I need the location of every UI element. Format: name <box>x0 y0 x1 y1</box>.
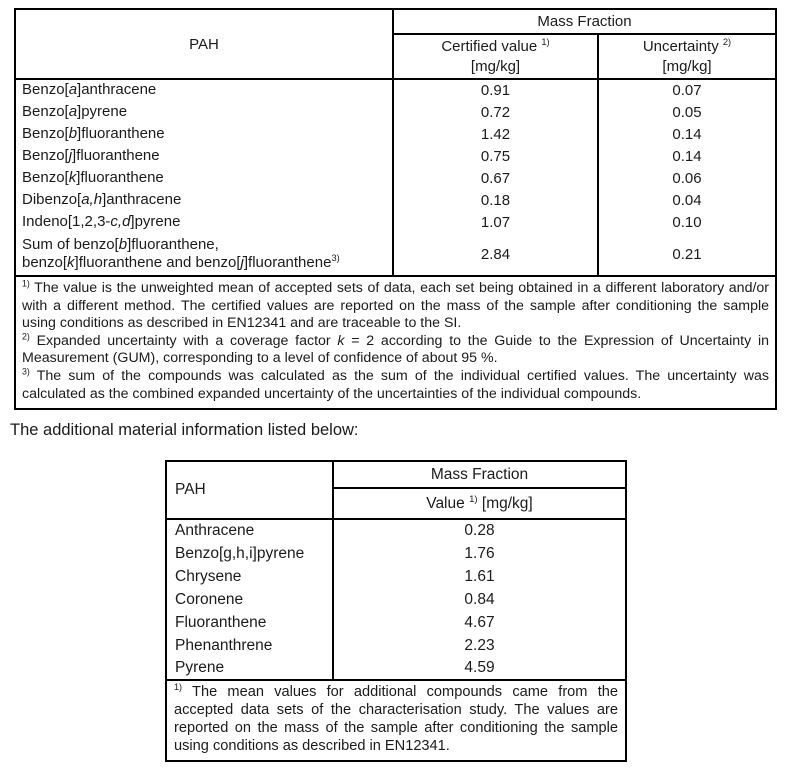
pah-name-cell: Benzo[a]pyrene <box>15 101 393 123</box>
table-row <box>15 167 776 189</box>
pah-name-cell: Benzo[a]anthracene <box>15 79 393 101</box>
pah-name-cell: Anthracene <box>166 519 333 542</box>
certified-value-cell: 0.75 <box>393 145 598 167</box>
pah-name-cell: Pyrene <box>166 657 333 680</box>
pah-column-header: PAH <box>166 461 333 519</box>
table-footnotes <box>15 276 776 409</box>
pah-name-cell: Coronene <box>166 588 333 611</box>
certified-value-column-header: Certified value $^{1)}$ [mg/kg] <box>393 34 598 79</box>
value-cell: 4.67 <box>333 611 626 634</box>
pah-name-cell: Phenanthrene <box>166 634 333 657</box>
table-row <box>166 611 626 634</box>
mass-fraction-group-header: Mass Fraction <box>393 9 776 34</box>
pah-name-cell: Dibenzo[a,h]anthracene <box>15 189 393 211</box>
footnote-2: $^{2)}$ Expanded uncertainty with a coverage factor k = 2 according to the Guide to the Expression of Uncertainty in Measurement (GUM), corresponding to a level of confidence of about 95 %. <box>22 331 770 367</box>
certified-values-table <box>14 8 777 410</box>
uncertainty-cell: 0.21 <box>598 233 776 276</box>
uncertainty-cell: 0.05 <box>598 101 776 123</box>
additional-values-table <box>165 460 627 762</box>
footnotes-row <box>166 680 626 761</box>
value-cell: 1.61 <box>333 565 626 588</box>
table-row <box>15 145 776 167</box>
header-row <box>15 9 776 34</box>
header-row <box>166 461 626 488</box>
uncertainty-cell: 0.06 <box>598 167 776 189</box>
table-row <box>15 189 776 211</box>
pah-name-cell: Fluoranthene <box>166 611 333 634</box>
footnote-1: $^{1)}$ The mean values for additional compounds came from the accepted data sets of the characterisation study. The values are reported on the mass of the sample after conditioning the sample using conditions as described in EN12341. <box>174 682 618 754</box>
table-row <box>15 101 776 123</box>
mass-fraction-group-header: Mass Fraction <box>333 461 626 488</box>
uncertainty-cell: 0.14 <box>598 123 776 145</box>
pah-name-cell: Benzo[g,h,i]pyrene <box>166 542 333 565</box>
table-row <box>15 211 776 233</box>
pah-name-cell: Benzo[k]fluoranthene <box>15 167 393 189</box>
table-footnotes <box>166 680 626 761</box>
value-cell: 0.84 <box>333 588 626 611</box>
value-cell: 4.59 <box>333 657 626 680</box>
certified-value-cell: 1.07 <box>393 211 598 233</box>
pah-name-cell: Chrysene <box>166 565 333 588</box>
table-row <box>15 79 776 101</box>
value-cell: 0.28 <box>333 519 626 542</box>
footnote-1: $^{1)}$ The value is the unweighted mean of accepted sets of data, each set being obtained in a different laboratory and/or with a different method. The certified values are reported on the mass of the sample after conditioning the sample using conditions as described in EN12341 and are traceable to the SI. <box>22 278 770 332</box>
footnotes-row <box>15 276 776 409</box>
table-row <box>15 123 776 145</box>
table-row <box>166 542 626 565</box>
table-row <box>166 588 626 611</box>
table-row <box>166 657 626 680</box>
certified-value-cell: 0.91 <box>393 79 598 101</box>
value-cell: 1.76 <box>333 542 626 565</box>
table-row <box>166 519 626 542</box>
intro-text: The additional material information listed below: <box>10 421 359 439</box>
table-row <box>166 634 626 657</box>
uncertainty-cell: 0.10 <box>598 211 776 233</box>
uncertainty-cell: 0.14 <box>598 145 776 167</box>
uncertainty-column-header: Uncertainty $^{2)}$ [mg/kg] <box>598 34 776 79</box>
pah-name-cell: Benzo[b]fluoranthene <box>15 123 393 145</box>
uncertainty-cell: 0.04 <box>598 189 776 211</box>
table-row-sum <box>15 233 776 276</box>
pah-name-cell: Sum of benzo[b]fluoranthene, benzo[k]fluoranthene and benzo[j]fluoranthene$^{3)}$ <box>15 233 393 276</box>
value-column-header: Value $^{1)}$ [mg/kg] <box>333 488 626 519</box>
certified-value-cell: 1.42 <box>393 123 598 145</box>
pah-column-header: PAH <box>15 9 393 79</box>
uncertainty-cell: 0.07 <box>598 79 776 101</box>
footnote-3: $^{3)}$ The sum of the compounds was calculated as the sum of the individual certified values. The uncertainty was calculated as the combined expanded uncertainty of the uncertainties of the individual compounds. <box>22 366 770 402</box>
table-row <box>166 565 626 588</box>
pah-name-cell: Benzo[j]fluoranthene <box>15 145 393 167</box>
certified-value-cell: 0.18 <box>393 189 598 211</box>
certified-value-cell: 0.72 <box>393 101 598 123</box>
pah-name-cell: Indeno[1,2,3-c,d]pyrene <box>15 211 393 233</box>
certified-value-cell: 0.67 <box>393 167 598 189</box>
value-cell: 2.23 <box>333 634 626 657</box>
certified-value-cell: 2.84 <box>393 233 598 276</box>
